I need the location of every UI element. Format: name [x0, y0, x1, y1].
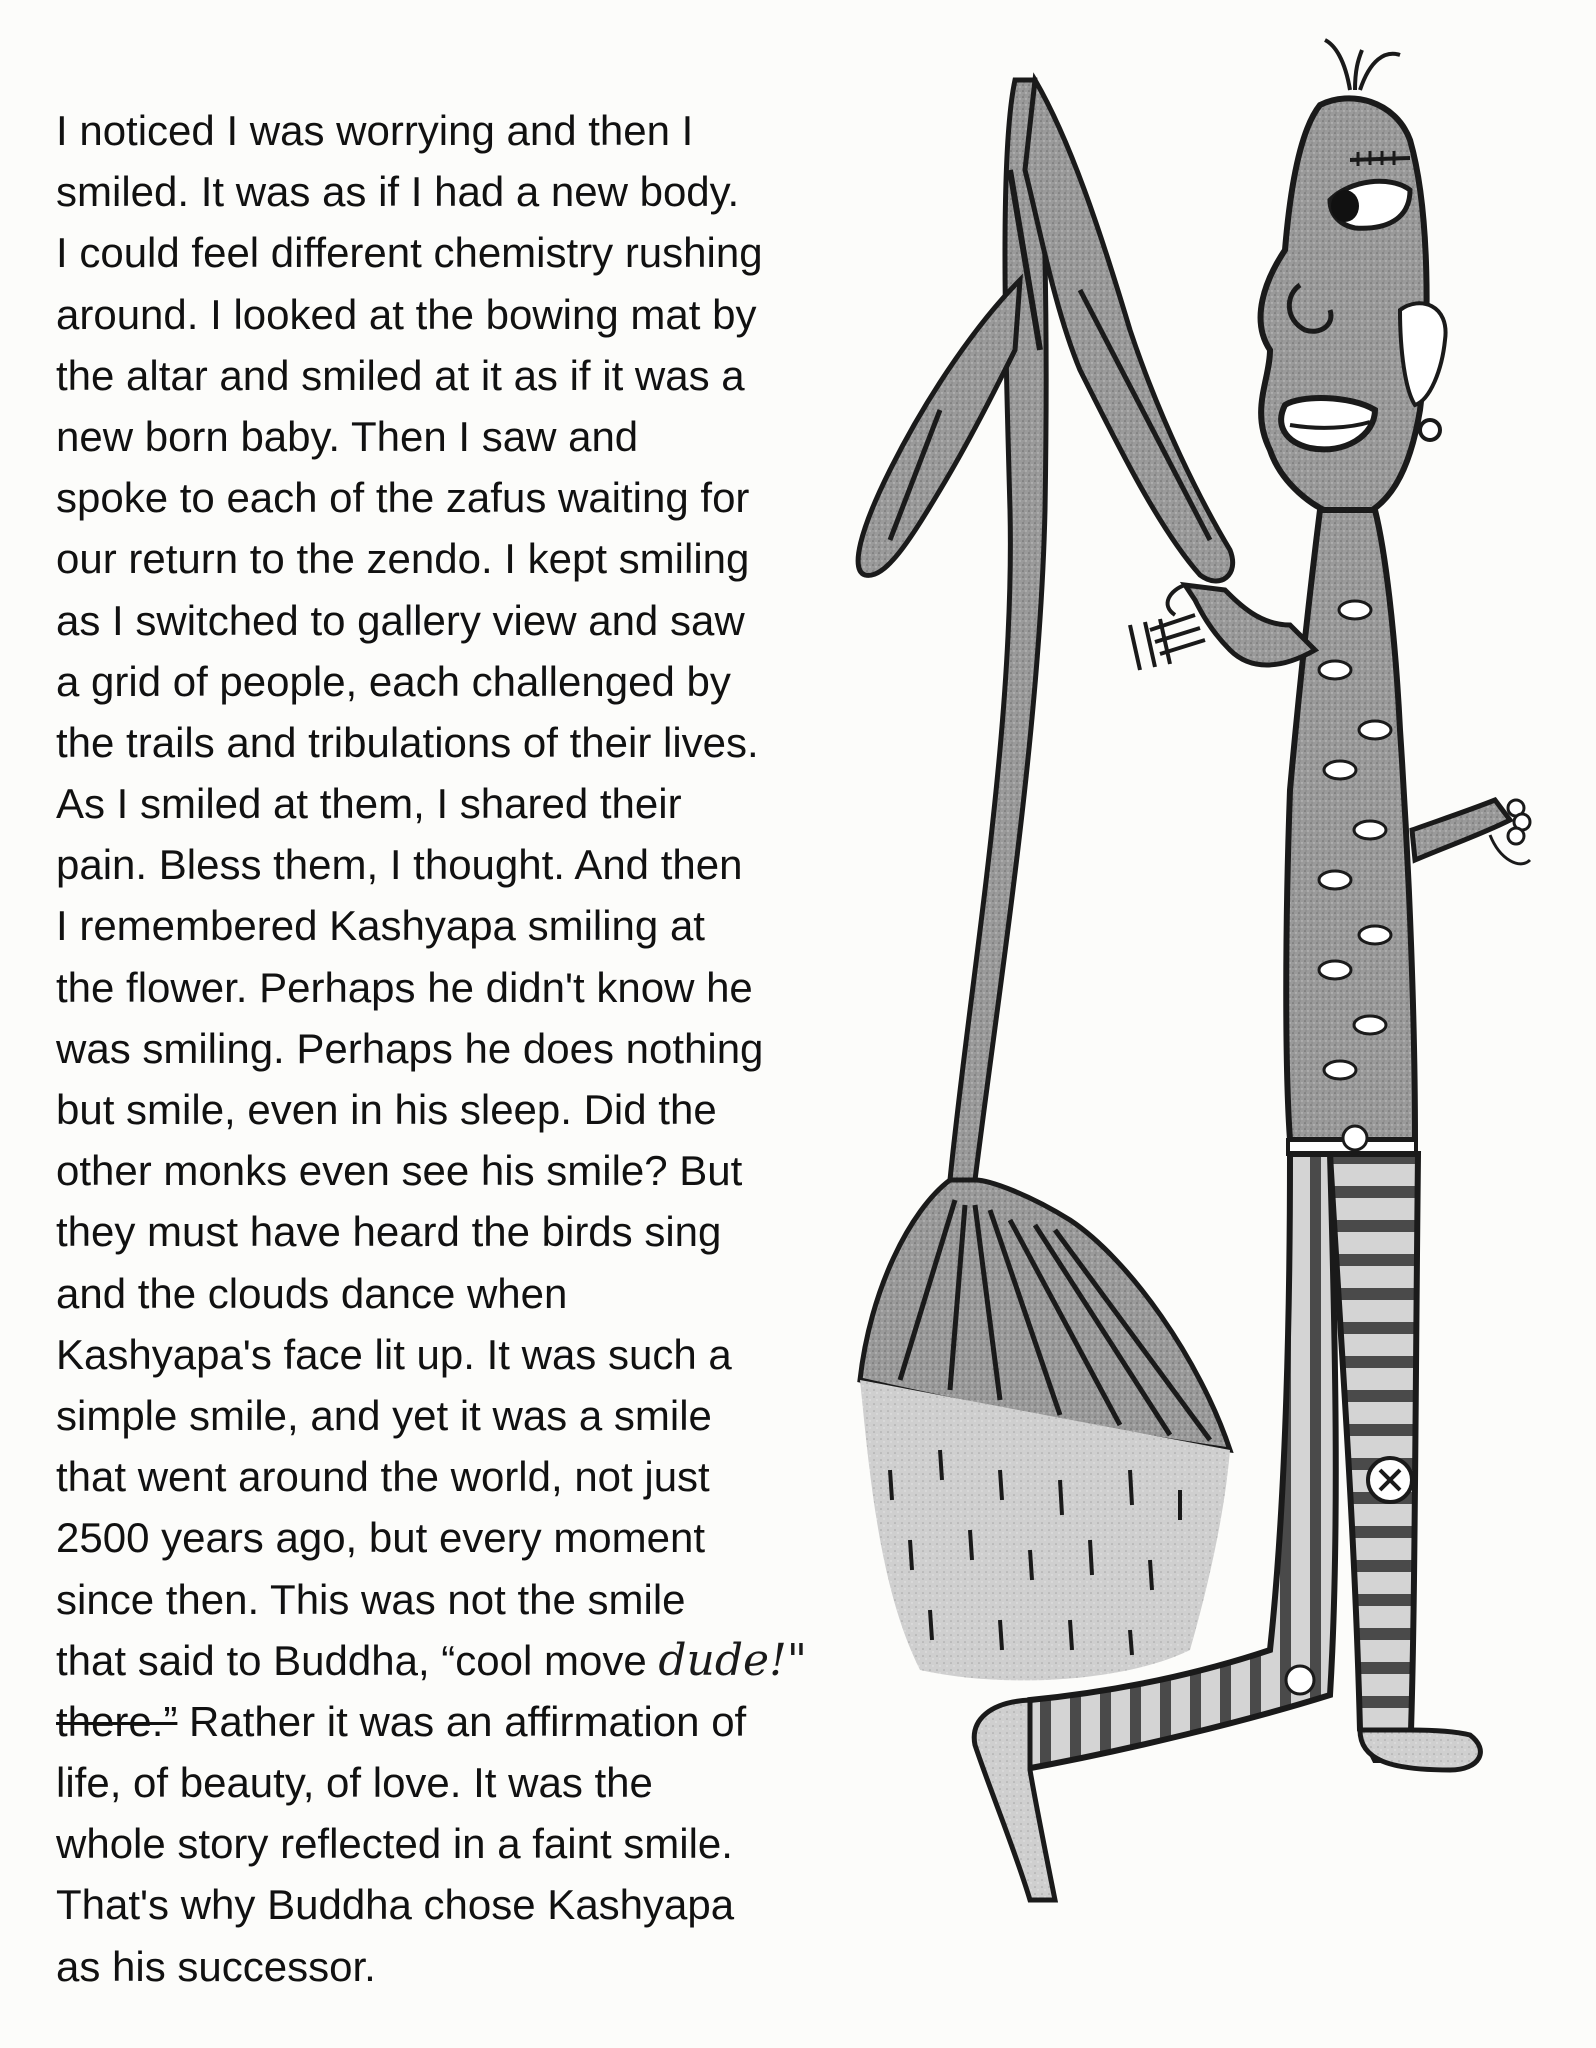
text-line-4: around. I looked at the bowing mat by — [56, 290, 757, 338]
printed-text: that said to Buddha, “cool move — [56, 1636, 659, 1684]
body-text — [56, 100, 846, 1997]
leg-right — [1330, 1154, 1418, 1760]
hair — [1325, 40, 1400, 90]
knee-button — [1286, 1666, 1314, 1694]
handwritten-correction: dude!" — [658, 1634, 807, 1686]
text-line-31: as his successor. — [56, 1942, 376, 1990]
text-line-15: the flower. Perhaps he didn't know he — [56, 963, 753, 1011]
text-line-24: 2500 years ago, but every moment — [56, 1514, 706, 1562]
text-line-20: and the clouds dance when — [56, 1269, 568, 1317]
hand-left — [1130, 615, 1205, 670]
figure-with-broom-illustration — [830, 30, 1570, 1910]
text-line-18: other monks even see his smile? But — [56, 1147, 743, 1195]
text-line-11: the trails and tribulations of their lives. — [56, 718, 759, 766]
broom-branch-left — [858, 280, 1020, 575]
arm-right — [1412, 800, 1510, 860]
broom-branch-right — [1025, 80, 1233, 581]
foot-right — [1360, 1730, 1480, 1770]
text-line-1: I noticed I was worrying and then I — [56, 107, 694, 154]
belt-buckle — [1343, 1126, 1367, 1150]
text-line-10: a grid of people, each challenged by — [56, 657, 731, 705]
text-line-30: That's why Buddha chose Kashyapa — [56, 1881, 735, 1929]
text-line-17: but smile, even in his sleep. Did the — [56, 1086, 717, 1133]
text-line-2: smiled. It was as if I had a new body. — [56, 168, 740, 216]
text-line-22: simple smile, and yet it was a smile — [56, 1391, 712, 1439]
text-line-28: life, of beauty, of love. It was the — [56, 1759, 653, 1807]
text-line-29: whole story reflected in a faint smile. — [56, 1820, 733, 1868]
text-line-8: our return to the zendo. I kept smiling — [56, 535, 750, 583]
text-line-9: as I switched to gallery view and saw — [56, 596, 745, 644]
text-line-3: I could feel different chemistry rushing — [56, 229, 763, 277]
text-line-25: since then. This was not the smile — [56, 1575, 686, 1623]
text-line-16: was smiling. Perhaps he does nothing — [56, 1024, 764, 1072]
text-line-14: I remembered Kashyapa smiling at — [56, 902, 705, 950]
text-line-19: they must have heard the birds sing — [56, 1208, 722, 1256]
text-line-7: spoke to each of the zafus waiting for — [56, 474, 750, 522]
text-line-12: As I smiled at them, I shared their — [56, 780, 682, 828]
ear — [1400, 303, 1446, 405]
arm-left — [1185, 585, 1315, 665]
text-line-21: Kashyapa's face lit up. It was such a — [56, 1330, 732, 1378]
text-line-27 — [56, 1691, 846, 1752]
text-line-26 — [56, 1630, 846, 1691]
broom — [858, 80, 1233, 1680]
text-line-5: the altar and smiled at it as if it was a — [56, 351, 745, 399]
struck-text: there.” — [56, 1697, 178, 1745]
printed-text: Rather it was an affirmation of — [177, 1697, 747, 1745]
text-line-13: pain. Bless them, I thought. And then — [56, 841, 743, 889]
broom-handle — [950, 80, 1046, 1180]
earring — [1420, 420, 1440, 440]
text-line-23: that went around the world, not just — [56, 1453, 710, 1501]
text-line-6: new born baby. Then I saw and — [56, 412, 639, 460]
pupil — [1331, 190, 1359, 222]
